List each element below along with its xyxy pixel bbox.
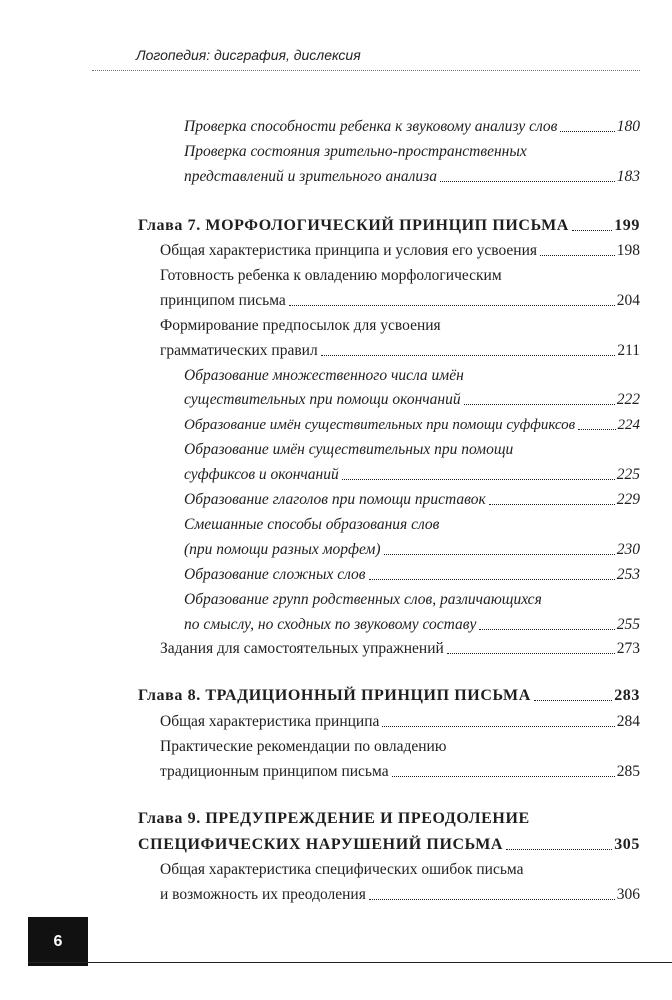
toc-entry <box>184 113 640 137</box>
toc-entry-title: Смешанные способы образования слов <box>184 516 440 533</box>
toc-entry-title: и возможность их преодоления <box>160 886 366 903</box>
toc-entry-title: Формирование предпосылок для усвоения <box>160 317 441 334</box>
leader-dots <box>289 305 615 306</box>
toc-entry-page: 229 <box>616 491 640 508</box>
toc-entry-page: 306 <box>616 886 640 903</box>
leader-dots <box>506 849 612 850</box>
toc-entry <box>184 611 640 635</box>
toc-entry-page: 222 <box>616 391 640 408</box>
chapter-title: СПЕЦИФИЧЕСКИХ НАРУШЕНИЙ ПИСЬМА <box>138 836 504 853</box>
toc-entry-page: 255 <box>616 616 640 633</box>
toc-entry <box>184 461 640 485</box>
leader-dots <box>479 629 614 630</box>
leader-dots <box>534 700 612 701</box>
toc-entry-title: Образование сложных слов <box>184 566 366 583</box>
chapter-title: Глава 9. ПРЕДУПРЕЖДЕНИЕ И ПРЕОДОЛЕНИЕ <box>138 810 530 827</box>
leader-dots <box>540 255 615 256</box>
running-header: Логопедия: дисграфия, дислексия <box>136 47 361 63</box>
toc-entry-title: Готовность ребенка к овладению морфологическим <box>160 267 502 284</box>
toc-entry-page: 224 <box>617 417 640 433</box>
toc-entry-title: Образование групп родственных слов, различающихся <box>184 591 542 608</box>
toc-entry-page: 253 <box>616 566 640 583</box>
toc-entry-title: суффиксов и окончаний <box>184 466 339 483</box>
toc-entry <box>184 411 640 435</box>
toc-chapter-heading <box>138 831 640 855</box>
chapter-page: 283 <box>614 687 640 704</box>
toc-entry-title: по смыслу, но сходных по звуковому составу <box>184 616 477 633</box>
toc-entry-title: существительных при помощи окончаний <box>184 391 461 408</box>
leader-dots <box>440 181 615 182</box>
toc-entry <box>160 708 640 732</box>
toc-entry-title: Практические рекомендации по овладению <box>160 738 447 755</box>
toc-entry <box>160 262 640 286</box>
toc-entry <box>160 635 640 659</box>
toc-entry-title: Проверка состояния зрительно-пространственных <box>184 143 527 160</box>
toc-entry-page: 230 <box>616 541 640 558</box>
toc-entry <box>184 486 640 510</box>
toc-entry-title: Образование множественного числа имён <box>184 367 464 384</box>
toc-entry-page: 225 <box>616 466 640 483</box>
toc-entry-page: 273 <box>616 640 640 657</box>
toc-entry-page: 204 <box>616 292 640 309</box>
toc-entry-title: Общая характеристика принципа и условия его усвоения <box>160 242 538 259</box>
toc-entry-page: 180 <box>616 118 640 135</box>
leader-dots <box>578 429 615 430</box>
toc-entry-page: 183 <box>616 168 640 185</box>
toc-entry-title: Образование имён существительных при помощи суффиксов <box>184 417 576 433</box>
toc-entry <box>160 312 640 336</box>
toc-entry <box>184 561 640 585</box>
leader-dots <box>489 504 615 505</box>
leader-dots <box>464 404 615 405</box>
toc-entry <box>160 237 640 261</box>
toc-entry-title: Проверка способности ребенка к звуковому анализу слов <box>184 118 558 135</box>
chapter-page: 199 <box>614 217 640 234</box>
leader-dots <box>369 899 615 900</box>
chapter-title: Глава 8. ТРАДИЦИОННЫЙ ПРИНЦИП ПИСЬМА <box>138 687 531 704</box>
leader-dots <box>369 579 615 580</box>
toc-entry-title: Образование глаголов при помощи приставок <box>184 491 486 508</box>
chapter-page: 305 <box>614 836 640 853</box>
toc-entry-title: Образование имён существительных при помощи <box>184 441 514 458</box>
toc-entry <box>184 138 640 162</box>
toc-entry <box>160 733 640 757</box>
toc-entry-page: 211 <box>617 342 640 359</box>
toc-entry-title: (при помощи разных морфем) <box>184 541 381 558</box>
toc-entry-page: 198 <box>616 242 640 259</box>
toc-entry-page: 285 <box>616 763 640 780</box>
toc-chapter-heading <box>138 682 640 706</box>
leader-dots <box>342 479 615 480</box>
toc-entry <box>160 287 640 311</box>
toc-entry <box>160 881 640 905</box>
toc-entry <box>184 511 640 535</box>
leader-dots <box>321 355 616 356</box>
toc-entry-title: Общая характеристика специфических ошибок письма <box>160 861 524 878</box>
toc-entry <box>160 758 640 782</box>
leader-dots <box>560 131 614 132</box>
toc-entry-title: традиционным принципом письма <box>160 763 389 780</box>
toc-entry <box>184 436 640 460</box>
footer-rule <box>28 962 672 963</box>
toc-entry <box>184 362 640 386</box>
toc-entry <box>160 337 640 361</box>
toc-entry-title: Задания для самостоятельных упражнений <box>160 640 444 657</box>
toc-entry <box>184 536 640 560</box>
toc-entry <box>184 586 640 610</box>
leader-dots <box>382 726 614 727</box>
toc-entry-title: представлений и зрительного анализа <box>184 168 437 185</box>
toc-entry-title: принципом письма <box>160 292 286 309</box>
leader-dots <box>392 776 615 777</box>
toc-entry-page: 284 <box>616 713 640 730</box>
toc-entry <box>184 163 640 187</box>
toc-entry <box>160 856 640 880</box>
chapter-title: Глава 7. МОРФОЛОГИЧЕСКИЙ ПРИНЦИП ПИСЬМА <box>138 217 569 234</box>
toc-chapter-heading <box>138 805 640 829</box>
page-number: 6 <box>28 917 88 966</box>
toc-entry-title: грамматических правил <box>160 342 318 359</box>
toc-entry-title: Общая характеристика принципа <box>160 713 380 730</box>
toc-entry <box>184 386 640 410</box>
leader-dots <box>572 230 612 231</box>
header-rule <box>92 70 640 71</box>
toc-chapter-heading <box>138 212 640 236</box>
leader-dots <box>447 653 615 654</box>
leader-dots <box>384 554 615 555</box>
